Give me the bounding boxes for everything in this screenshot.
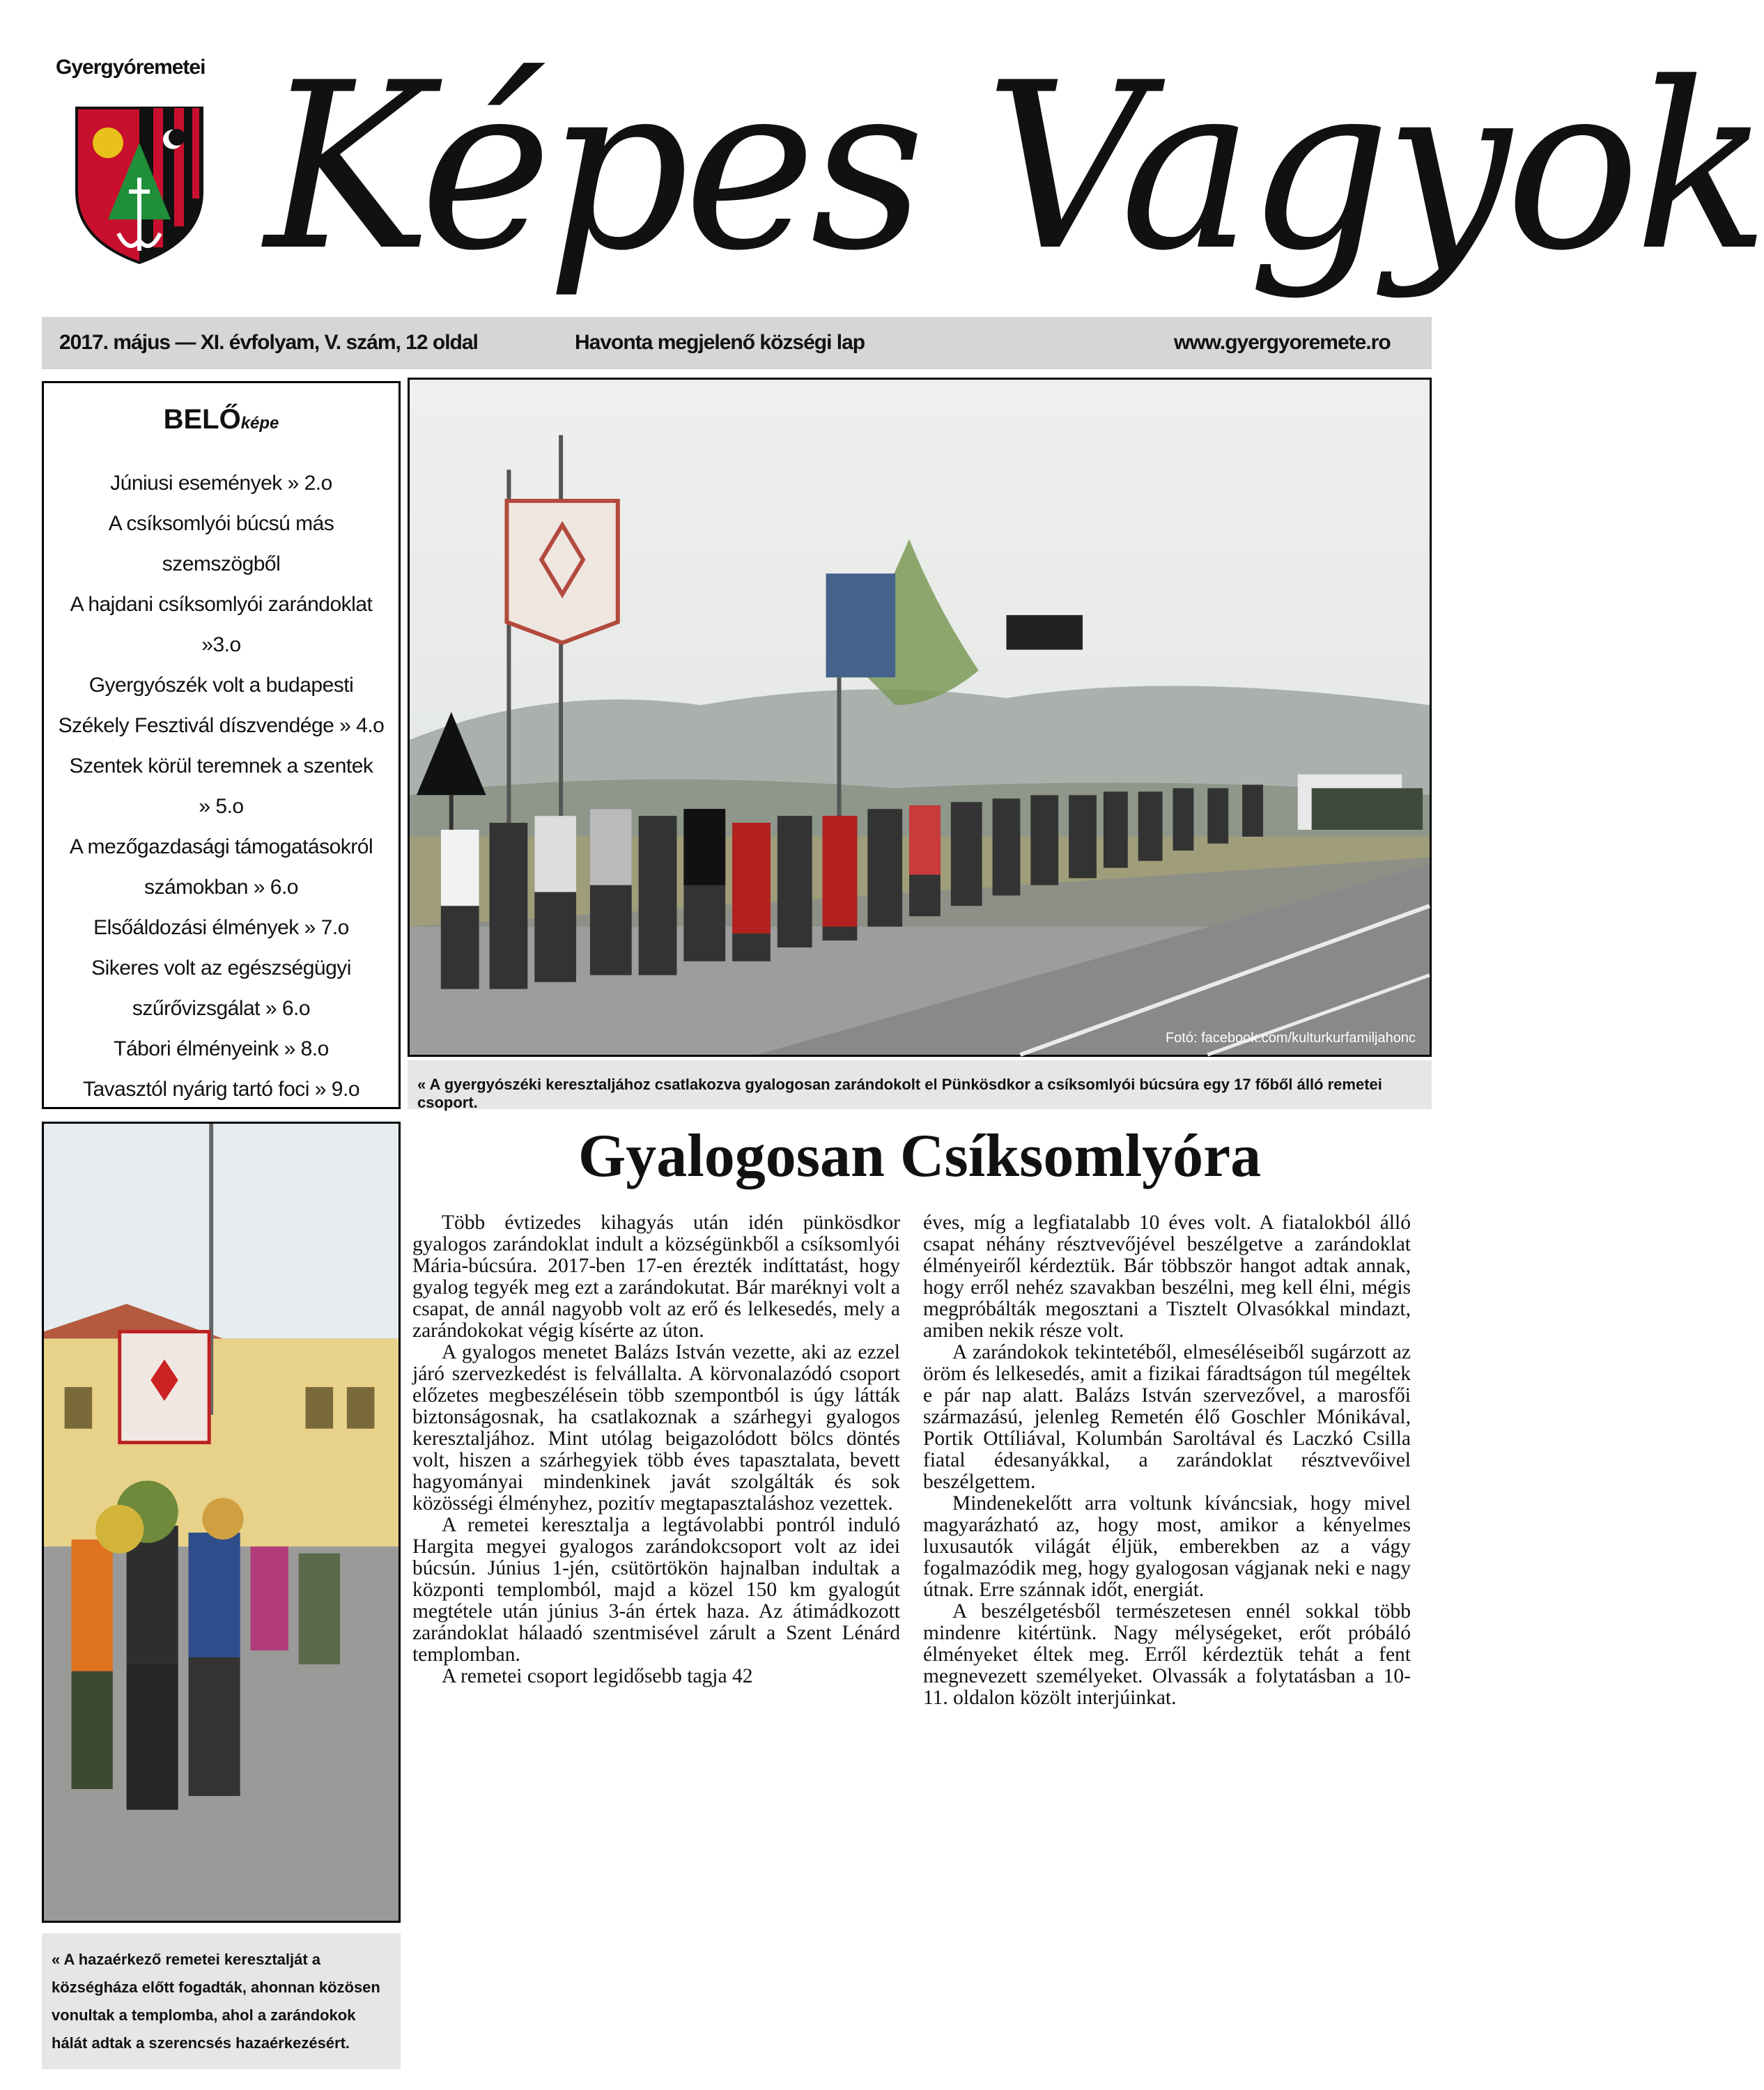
- tagline: Havonta megjelenő községi lap: [575, 331, 865, 354]
- village-name: Gyergyóremetei: [56, 56, 206, 79]
- coat-of-arms-icon: [70, 101, 209, 268]
- contents-item: Szentek körül teremnek a szentek: [69, 754, 373, 777]
- contents-item: A mezőgazdasági támogatásokról: [69, 835, 373, 858]
- article-paragraph-continued: éves, míg a legfiatalabb 10 éves volt. A fiatalokból álló csapat néhány résztvevőjével beszélgetve a zarándoklat élményeiről kérdeztük. Bár többször hangot adtak annak, hogy erről nehéz szavakban beszélni, meg kell élni, mégis megpróbálták megosztani a Tisztelt Olvasókkal mindazt, amiben nekik része volt.: [923, 1212, 1411, 1342]
- main-photo-caption: « A gyergyószéki keresztaljához csatlakozva gyalogosan zarándokolt el Pünkösdkor a csíksomlyói búcsúra egy 17 főből álló remetei csoport.: [408, 1060, 1432, 1109]
- contents-box: [42, 381, 401, 1109]
- arrival-photo-caption: « A hazaérkező remetei keresztalját a községháza előtt fogadták, ahonnan közösen vonultak a templomba, ahol a zarándokok hálát adtak a szerencsés hazaérkezésért.: [42, 1933, 401, 2069]
- article-paragraph: A beszélgetésből természetesen ennél sokkal több mindenre kitértünk. Nagy mélységeket, erőt próbáló élményeket éltek meg. Erről kérdeztük tehát a fent megnevezett személyeket. Olvassák a folytatásban a 10-11. oldalon közölt interjúinkat.: [923, 1600, 1411, 1709]
- contents-item: Sikeres volt az egészségügyi: [91, 957, 351, 980]
- photo-credit: Fotó: facebook.com/kulturkurfamiljahonc: [1165, 1030, 1416, 1046]
- contents-item: Tábori élményeink » 8.o: [114, 1037, 329, 1060]
- article-paragraph: A zarándokok tekintetéből, elmeséléseiből sugárzott az öröm és lelkesedés, amit a fizikai fáradtságon túl megéltek e pár nap alatt. Balázs István szervezővel, a marosfői származású, jelenleg Remetén élő Goschler Mónikával, Portik Ottíliával, Kolumbán Saroltával és Laczkó Csilla fiatal édesanyákkal, a zarándoklat résztvevőivel beszélgettem.: [923, 1341, 1411, 1493]
- article-paragraph: A remetei keresztalja a legtávolabbi pontról induló Hargita megyei gyalogos zarándokcsoport volt az idei búcsún. Június 1-jén, csütörtökön hajnalban indultak a központi templomból, majd a közel 150 km gyalogút megtétele után június 3-án értek haza. Az átimádkozott zarándoklat hálaadó szentmisével zárult a Szent Lénárd templomban.: [412, 1514, 900, 1666]
- contents-item: Elsőáldozási élmények » 7.o: [93, 916, 349, 939]
- contents-item: Gyergyószék volt a budapesti: [88, 674, 354, 697]
- contents-list: [44, 463, 399, 1110]
- arrival-procession-image: [44, 1124, 399, 1921]
- article-paragraph: A gyalogos menetet Balázs István vezette, aki az ezzel járó szervezkedést is felvállalta. A körvonalazódó csoport előzetes megbeszélésein több szempontból is úgy látták biztonságosnak, ha csatlakoznak a szárhegyi gyalogos keresztaljához. Mint utólag beigazolódott bölcs döntés volt, hiszen a szárhegyiek több éves tapasztalata, bevett hagyományai mindenkinek javát szolgálták és sok közösségi élményhez, pozitív megtapasztaláshoz vezettek.: [412, 1341, 900, 1515]
- contents-heading-main: BELŐ: [163, 404, 241, 435]
- contents-item: Júniusi események » 2.o: [110, 472, 332, 495]
- article-column-1: [412, 1212, 900, 2076]
- article-headline: Gyalogosan Csíksomlyóra: [578, 1122, 1262, 1190]
- contents-item: » 5.o: [199, 795, 244, 818]
- info-band: [42, 317, 1432, 369]
- pilgrimage-road-photo: [408, 378, 1432, 1057]
- contents-heading-suffix: képe: [240, 414, 279, 433]
- article-paragraph: Több évtizedes kihagyás után idén pünkösdkor gyalogos zarándoklat indult a községünkből a csíksomlyói Mária-búcsúra. 2017-ben 17-en érezték indíttatást, hogy gyalog tegyék meg ezt a zarándokutat. Bár maréknyi volt a csapat, de annál nagyobb volt az erő és lelkesedés, mely a zarándokokat végig kísérte az úton.: [412, 1212, 900, 1342]
- contents-item: A csíksomlyói búcsú más szemszögből: [108, 512, 334, 575]
- contents-item: Tavasztól nyárig tartó foci » 9.o: [82, 1078, 360, 1101]
- article-column-2: [923, 1212, 1411, 2076]
- contents-item: számokban » 6.o: [144, 876, 298, 899]
- pilgrimage-road-image: [410, 380, 1430, 1055]
- article-paragraph: A remetei csoport legidősebb tagja 42: [442, 1665, 753, 1687]
- article-paragraph: Mindenekelőtt arra voltunk kíváncsiak, hogy mivel magyarázható az, hogy most, amikor a kényelmes luxusautók világát éljük, emberekben az a vágy fogalmazódik meg, hogy gyalogosan vágjanak neki e nagy útnak. Erre szánnak időt, energiát.: [923, 1492, 1411, 1601]
- contents-item: Székely Fesztivál díszvendége » 4.o: [58, 714, 385, 737]
- contents-item: »3.o: [201, 633, 241, 656]
- contents-item: szűrővizsgálat » 6.o: [132, 997, 311, 1020]
- issue-info: 2017. május — XI. évfolyam, V. szám, 12 oldal: [59, 331, 478, 354]
- contents-heading: [44, 404, 399, 435]
- masthead-title: Képes Vagyok: [265, 33, 1764, 301]
- contents-item: A hajdani csíksomlyói zarándoklat: [70, 593, 373, 616]
- website-link[interactable]: www.gyergyoremete.ro: [1174, 331, 1391, 354]
- arrival-procession-photo: [42, 1122, 401, 1923]
